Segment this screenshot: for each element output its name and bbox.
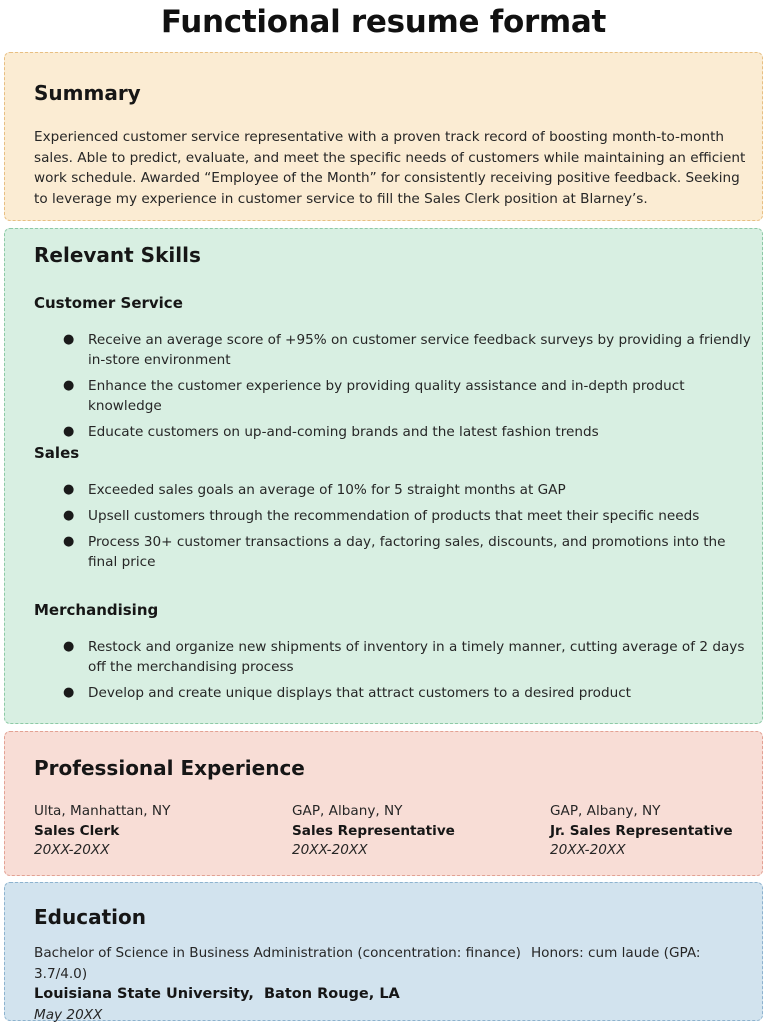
bullet-icon: ● — [63, 422, 74, 442]
skill-group-title-merchandising: Merchandising — [34, 601, 158, 619]
education-date: May 20XX — [34, 1005, 754, 1025]
job-role: Sales Clerk — [34, 822, 274, 842]
list-item: ● Process 30+ customer transactions a day, factoring sales, discounts, and promotions into the final price — [59, 532, 754, 572]
job-role: Jr. Sales Representative — [550, 822, 767, 842]
job-dates: 20XX-20XX — [550, 841, 767, 861]
education-honors: Honors: cum laude (GPA: 3.7/4.0) — [34, 945, 701, 982]
education-degree: Bachelor of Science in Business Administration (concentration: finance) — [34, 945, 521, 961]
bullet-icon: ● — [63, 330, 74, 350]
bullet-icon: ● — [63, 376, 74, 396]
skill-group-title-customer-service: Customer Service — [34, 294, 183, 312]
summary-heading: Summary — [34, 81, 141, 105]
bullet-icon: ● — [63, 683, 74, 703]
bullet-icon: ● — [63, 532, 74, 552]
bullet-icon: ● — [63, 637, 74, 657]
skill-list-merchandising — [59, 637, 754, 709]
education-school-line — [34, 984, 754, 1005]
job-employer: GAP, Albany, NY — [292, 802, 532, 822]
experience-heading: Professional Experience — [34, 756, 305, 780]
job-dates: 20XX-20XX — [292, 841, 532, 861]
bullet-icon: ● — [63, 480, 74, 500]
page-title: Functional resume format — [0, 4, 767, 40]
job-role: Sales Representative — [292, 822, 532, 842]
list-item: ● Upsell customers through the recommendation of products that meet their specific needs — [59, 506, 754, 526]
list-item: ● Enhance the customer experience by providing quality assistance and in-depth product knowledge — [59, 376, 754, 416]
bullet-icon: ● — [63, 506, 74, 526]
education-school: Louisiana State University, — [34, 986, 254, 1002]
education-location: Baton Rouge, LA — [264, 986, 400, 1002]
list-item: ● Educate customers on up-and-coming brands and the latest fashion trends — [59, 422, 754, 442]
job-employer: Ulta, Manhattan, NY — [34, 802, 274, 822]
experience-section — [4, 731, 763, 876]
job-employer: GAP, Albany, NY — [550, 802, 767, 822]
job-dates: 20XX-20XX — [34, 841, 274, 861]
job-entry — [292, 802, 532, 861]
education-degree-line — [34, 943, 754, 984]
list-item: ● Receive an average score of +95% on customer service feedback surveys by providing a friendly in-store environment — [59, 330, 754, 370]
list-item: ● Exceeded sales goals an average of 10% for 5 straight months at GAP — [59, 480, 754, 500]
skills-section — [4, 228, 763, 724]
list-item: ● Restock and organize new shipments of inventory in a timely manner, cutting average of 2 days off the merchandising process — [59, 637, 754, 677]
summary-text: Experienced customer service representative with a proven track record of boosting month-to-month sales. Able to predict, evaluate, and meet the specific needs of customers while maintaining an efficient work schedule. Awarded “Employee of the Month” for consistently receiving positive feedback. Seeking to leverage my experience in customer service to fill the Sales Clerk position at Blarney’s. — [34, 127, 749, 209]
skills-heading: Relevant Skills — [34, 243, 201, 267]
education-entry — [34, 943, 754, 1025]
skill-list-sales — [59, 480, 754, 578]
summary-section — [4, 52, 763, 221]
job-entry — [34, 802, 274, 861]
education-section — [4, 882, 763, 1021]
job-entry — [550, 802, 767, 861]
education-heading: Education — [34, 905, 146, 929]
skill-list-customer-service — [59, 330, 754, 448]
list-item: ● Develop and create unique displays that attract customers to a desired product — [59, 683, 754, 703]
skill-group-title-sales: Sales — [34, 444, 79, 462]
